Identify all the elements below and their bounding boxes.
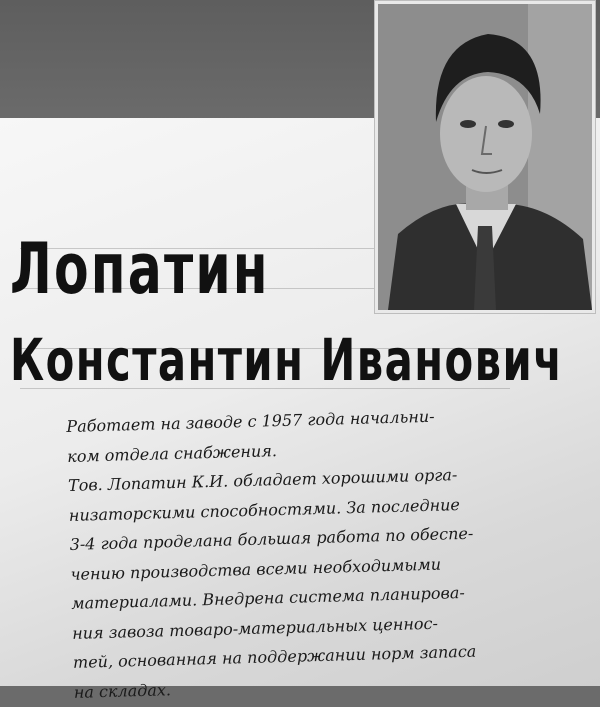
biography-text (66, 399, 544, 707)
portrait-photo (378, 4, 592, 310)
given-names-heading: Константин Иванович (10, 326, 564, 394)
portrait-photo-frame (374, 0, 596, 314)
portrait-icon (378, 4, 592, 310)
bio-line: Работает на заводе с 1957 года начальни- (66, 406, 435, 436)
bio-line: чению производства всеми необходимыми (70, 554, 442, 584)
bio-line: на складах. (73, 679, 172, 702)
bio-line: Тов. Лопатин К.И. обладает хорошими орга- (67, 465, 458, 495)
bio-line: 3-4 года проделана большая работа по обеспе- (69, 523, 474, 554)
surname-heading: Лопатин (10, 228, 270, 310)
bio-line: ния завоза товаро-материальных ценнос- (71, 613, 439, 643)
bio-line: ком отдела снабжения. (66, 440, 278, 466)
bio-line: материалами. Внедрена система планирова- (71, 582, 466, 613)
bio-line: тей, основанная на поддержании норм запаса (72, 641, 477, 672)
bio-line: низаторскими способностями. За последние (68, 494, 461, 525)
